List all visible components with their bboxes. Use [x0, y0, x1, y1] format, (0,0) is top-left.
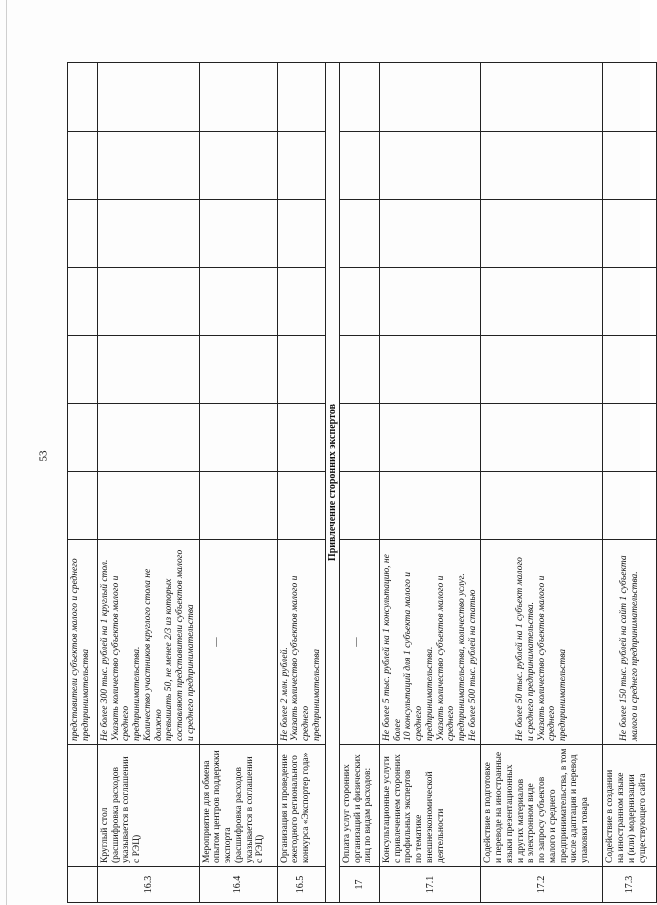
empty-cell	[68, 472, 98, 540]
empty-cell	[481, 472, 603, 540]
scan-edge-line	[6, 0, 7, 905]
empty-cell	[199, 404, 277, 472]
table-row	[379, 63, 481, 903]
empty-cell	[603, 63, 657, 132]
dash-mark: —	[211, 637, 222, 647]
row-name: Круглый стол (расшифровка расходов указывается в соглашении с РЭЦ)	[98, 745, 200, 867]
empty-cell	[277, 404, 325, 472]
empty-cell	[603, 472, 657, 540]
empty-cell	[379, 132, 481, 200]
empty-cell	[98, 404, 200, 472]
row-name: Содействие в подготовке и переводе на иностранные языки презентационных и других материалов в электронном виде по запросу субъектов малого и среднего предпринимательства, в том числе адаптация и перевод упаковки товара	[481, 745, 603, 867]
empty-cell	[68, 404, 98, 472]
row-name: Консультационные услуги с привлечением сторонних профильных экспертов по тематике внешнеэкономической деятельности	[379, 745, 481, 867]
table-row	[277, 63, 325, 903]
row-name	[68, 745, 98, 867]
empty-cell	[98, 63, 200, 132]
table-row	[481, 63, 603, 903]
empty-cell	[98, 472, 200, 540]
row-number: 17.1	[379, 867, 481, 903]
empty-cell	[199, 336, 277, 404]
empty-cell	[98, 336, 200, 404]
table-row	[603, 63, 657, 903]
empty-cell	[68, 200, 98, 268]
section-row	[325, 63, 339, 903]
empty-cell	[68, 63, 98, 132]
row-conditions: представители субъектов малого и среднего предпринимательства	[68, 540, 98, 745]
section-title: Привлечение сторонних экспертов	[325, 63, 339, 903]
empty-cell	[339, 268, 379, 336]
empty-cell	[481, 63, 603, 132]
empty-cell	[603, 200, 657, 268]
empty-cell	[379, 63, 481, 132]
empty-cell	[277, 63, 325, 132]
row-number: 17.2	[481, 867, 603, 903]
empty-cell	[277, 268, 325, 336]
row-name: Оплата услуг сторонних организаций и физических лиц по видам расходов:	[339, 745, 379, 867]
empty-cell	[277, 336, 325, 404]
empty-cell	[98, 268, 200, 336]
table-row	[199, 63, 277, 903]
rotated-table-container	[67, 63, 648, 903]
expense-table	[67, 62, 657, 903]
empty-cell	[481, 268, 603, 336]
empty-cell	[339, 63, 379, 132]
empty-cell	[379, 404, 481, 472]
empty-cell	[603, 132, 657, 200]
empty-cell	[481, 200, 603, 268]
row-name: Организация и проведение ежегодного регионального конкурса «Экспортер года»	[277, 745, 325, 867]
empty-cell	[277, 132, 325, 200]
row-conditions: Не более 5 тыс. рублей на 1 консультацию, не более 10 консультаций для 1 субъекта малого и среднего предпринимательства. Указать количество субъектов малого и среднего предпринимательства, количество услуг. Не более 500 тыс. рублей на статью	[379, 540, 481, 745]
empty-cell	[379, 268, 481, 336]
row-name: Содействие в создании на иностранном языке и (или) модернизации существующего сайта	[603, 745, 657, 867]
page-number: 53	[37, 450, 50, 462]
empty-cell	[339, 336, 379, 404]
row-conditions	[199, 540, 277, 745]
empty-cell	[481, 132, 603, 200]
empty-cell	[339, 200, 379, 268]
row-number	[68, 867, 98, 903]
table-row	[68, 63, 98, 903]
empty-cell	[481, 404, 603, 472]
empty-cell	[199, 132, 277, 200]
empty-cell	[379, 336, 481, 404]
empty-cell	[339, 472, 379, 540]
dash-mark: —	[351, 637, 362, 647]
empty-cell	[68, 268, 98, 336]
row-conditions: Не более 300 тыс. рублей на 1 круглый стол. Указать количество субъектов малого и среднего предпринимательства. Количество участников круглого стола не должно превышать 50, не менее 2/3 из которых составляют представители субъектов малого и среднего предпринимательства	[98, 540, 200, 745]
row-conditions	[339, 540, 379, 745]
empty-cell	[98, 200, 200, 268]
empty-cell	[603, 404, 657, 472]
row-number: 16.3	[98, 867, 200, 903]
empty-cell	[98, 132, 200, 200]
row-conditions: Не более 150 тыс. рублей на сайт 1 субъекта малого и среднего предпринимательства.	[603, 540, 657, 745]
table-row	[339, 63, 379, 903]
empty-cell	[199, 200, 277, 268]
empty-cell	[339, 404, 379, 472]
row-number: 16.5	[277, 867, 325, 903]
empty-cell	[339, 132, 379, 200]
row-number: 17.3	[603, 867, 657, 903]
empty-cell	[379, 200, 481, 268]
empty-cell	[481, 336, 603, 404]
empty-cell	[68, 336, 98, 404]
row-conditions: Не более 50 тыс. рублей на 1 субъект малого и среднего предпринимательства. Указать количество субъектов малого и среднего предпринимательства	[481, 540, 603, 745]
empty-cell	[603, 336, 657, 404]
empty-cell	[199, 472, 277, 540]
empty-cell	[199, 268, 277, 336]
empty-cell	[603, 268, 657, 336]
empty-cell	[277, 472, 325, 540]
table-row	[98, 63, 200, 903]
row-conditions: Не более 2 млн. рублей. Указать количество субъектов малого и среднего предпринимательства	[277, 540, 325, 745]
row-number: 17	[339, 867, 379, 903]
row-number: 16.4	[199, 867, 277, 903]
empty-cell	[68, 132, 98, 200]
empty-cell	[277, 200, 325, 268]
empty-cell	[199, 63, 277, 132]
row-name: Мероприятие для обмена опытом центров поддержки экспорта (расшифровка расходов указывается в соглашении с РЭЦ)	[199, 745, 277, 867]
empty-cell	[379, 472, 481, 540]
